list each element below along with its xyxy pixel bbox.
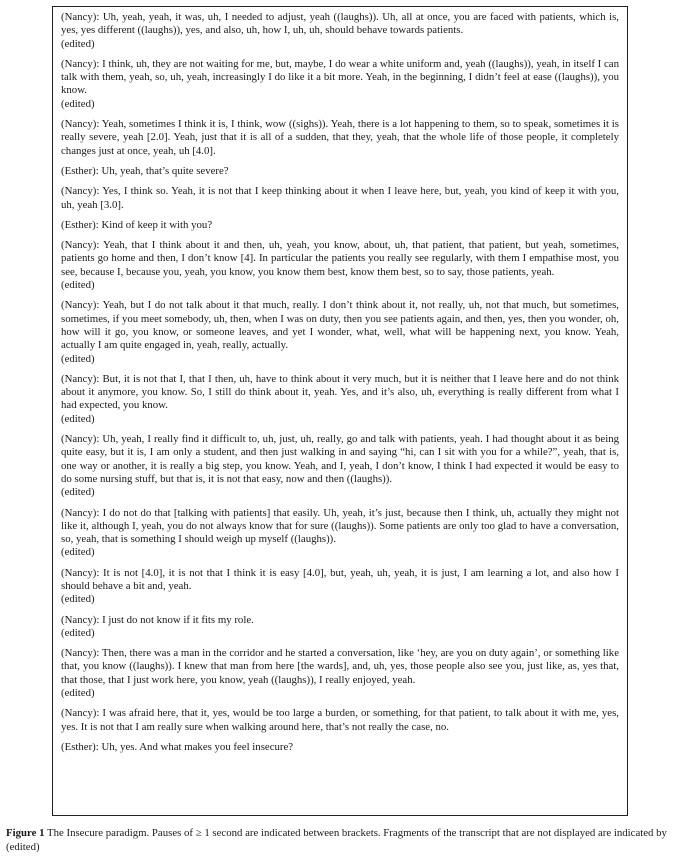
utterance-text: (Nancy): Uh, yeah, yeah, it was, uh, I needed to adjust, yeah ((laughs)). Uh, all at once, you are faced with patients, which is, yes, yes different ((laughs)), yes, and also, uh, how I, uh, uh, should behave towards patients. (61, 11, 619, 37)
utterance-text: (Esther): Kind of keep it with you? (61, 218, 213, 231)
utterance-text: (Nancy): I was afraid here, that it, yes, would be too large a burden, or something, for that patient, to talk about it with me, yes, yes. It is not that I am really sure when walking around here, that’s not really the case, no. (61, 707, 619, 733)
utterance-text: (Nancy): Yeah, but I do not talk about it that much, really. I don’t think about it, not really, uh, not that much, but sometimes, sometimes, if you meet somebody, uh, then, when I was on duty, then you see patients again, and then, yes, then you wonder, oh, how will it go, you know, or someone leaves, and yet I wonder, what, well, what will be happening next, you know. Yeah, actually I am quite engaged in, yeah, really, actually. (61, 299, 619, 352)
edited-marker: (edited) (61, 97, 95, 110)
transcript-entry (61, 567, 619, 607)
transcript-entry (61, 219, 619, 232)
figure-caption (6, 827, 678, 854)
utterance-text: (Nancy): I think, uh, they are not waiting for me, but, maybe, I do wear a white uniform and, yeah ((laughs)), yeah, in itself I can talk with them, yeah, so, uh, yeah, increasingly I do like it a bit more. Yeah, in the beginning, I didn’t feel at ease ((laughs)), you know. (61, 57, 619, 97)
utterance-text: (Nancy): Yeah, sometimes I think it is, I think, wow ((sighs)). Yeah, there is a lot happening to them, so to speak, sometimes it is really severe, yeah [2.0]. Yeah, just that it is all of a sudden, that they, yeah, that the whole life of those people, it completely changes just at once, yeah, uh [4.0]. (61, 118, 619, 157)
transcript (53, 7, 627, 754)
utterance-text: (Esther): Uh, yes. And what makes you feel insecure? (61, 740, 294, 753)
transcript-entry (61, 741, 619, 754)
edited-marker: (edited) (61, 546, 95, 559)
transcript-entry (61, 58, 619, 111)
edited-marker: (edited) (61, 626, 95, 639)
utterance-text: (Nancy): Yes, I think so. Yeah, it is not that I keep thinking about it when I leave here, but, yeah, you kind of keep it with you, uh, yeah [3.0]. (61, 185, 619, 211)
transcript-entry (61, 299, 619, 365)
transcript-entry (61, 614, 619, 641)
transcript-entry (61, 707, 619, 734)
transcript-entry (61, 239, 619, 292)
transcript-entry (61, 647, 619, 700)
transcript-entry (61, 185, 619, 212)
figure-box (52, 6, 628, 816)
edited-marker: (edited) (61, 352, 95, 365)
transcript-entry (61, 165, 619, 178)
utterance-text: (Nancy): But, it is not that I, that I then, uh, have to think about it very much, but it is neither that I leave here and do not think about it anymore, you know. So, I still do think about it, yeah. Yes, and it’s also, uh, everything is really different from what I had expected, you know. (61, 372, 619, 412)
caption-text: The Insecure paradigm. Pauses of ≥ 1 second are indicated between brackets. Fragments of the transcript that are not displayed are indicated by (edited) (6, 827, 667, 853)
edited-marker: (edited) (61, 37, 95, 50)
utterance-text: (Nancy): It is not [4.0], it is not that I think it is easy [4.0], but, yeah, uh, yeah, it is just, I am learning a lot, and also how I should behave a bit and, yeah. (61, 566, 619, 592)
edited-marker: (edited) (61, 412, 95, 425)
utterance-text: (Nancy): Uh, yeah, I really find it difficult to, uh, just, uh, really, go and talk with patients, yeah. I had thought about it as being quite easy, but it is, I am only a student, and then just walking in and saying “hi, can I sit with you for a while?”, yeah, that is, one way or another, it is really a big step, you know. Yeah, and I, yeah, I don’t know, I think I had expected it would be easy to do some nursing stuff, but that is, it is not that easy, now and then ((laughs)). (61, 433, 619, 485)
utterance-text: (Nancy): I do not do that [talking with patients] that easily. Uh, yeah, it’s just, because then I think, uh, actually they might not like it, although I, yeah, you do not always know that for sure ((laughs)). Some patients are only too glad to have a conversation, so, yeah, that is something I should weigh up myself ((laughs)). (61, 506, 619, 546)
transcript-entry (61, 118, 619, 158)
edited-marker: (edited) (61, 593, 95, 606)
utterance-text: (Nancy): Then, there was a man in the corridor and he started a conversation, like ‘hey, are you on duty again’, or something like that, you know ((laughs)). I knew that man from here [the wards], and, uh, yes, those people also see you, just like, as, yes that, that those, that I just work here, you know, yeah ((laughs)), I really enjoyed, yeah. (61, 647, 619, 686)
edited-marker: (edited) (61, 279, 95, 292)
edited-marker: (edited) (61, 687, 95, 700)
transcript-entry (61, 433, 619, 499)
utterance-text: (Nancy): Yeah, that I think about it and then, uh, yeah, you know, about, uh, that patient, that patient, but yeah, sometimes, patients go home and then, I don’t know [4]. In particular the patients you really see regularly, with them I empathise most, you see, because I, because you, yeah, you know, you know them best, know them best, so to say, those patients, yeah. (61, 239, 619, 278)
utterance-text: (Nancy): I just do not know if it fits my role. (61, 613, 254, 626)
transcript-entry (61, 11, 619, 51)
transcript-entry (61, 507, 619, 560)
figure-label: Figure 1 (6, 827, 45, 839)
transcript-entry (61, 373, 619, 426)
utterance-text: (Esther): Uh, yeah, that’s quite severe? (61, 164, 229, 177)
edited-marker: (edited) (61, 486, 95, 499)
